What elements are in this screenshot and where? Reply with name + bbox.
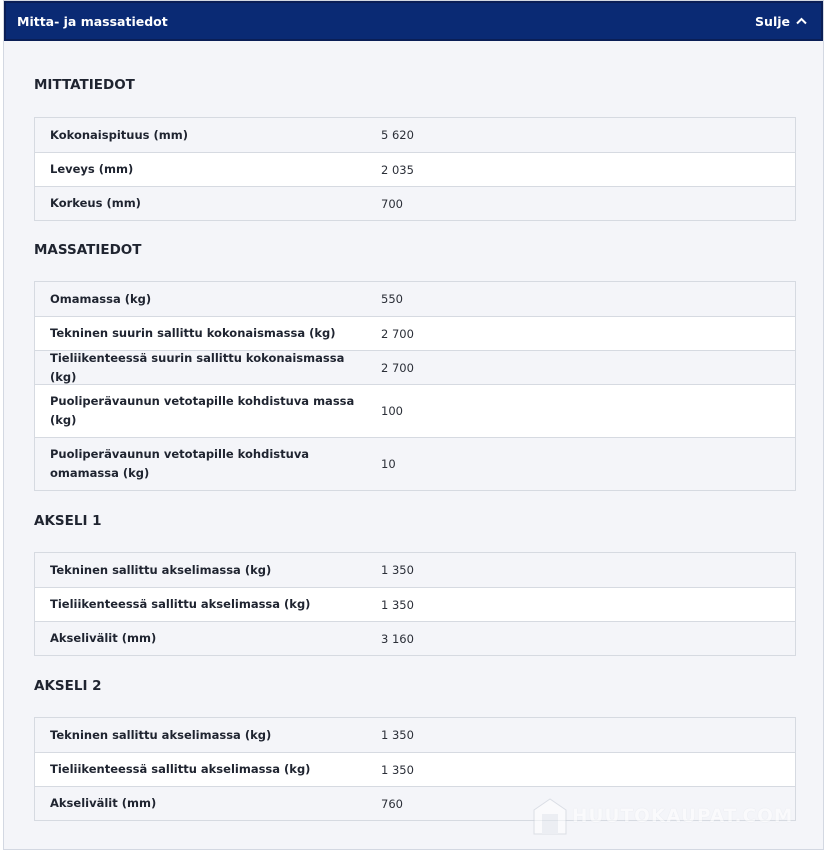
row-label: Tieliikenteessä sallittu akselimassa (kg) <box>50 597 311 611</box>
row-label: Tieliikenteessä sallittu akselimassa (kg) <box>50 762 311 776</box>
row-label: Kokonaispituus (mm) <box>50 127 188 142</box>
row-value: 1 350 <box>381 762 414 777</box>
row-label: Akselivälit (mm) <box>50 631 157 645</box>
watermark-logo <box>532 796 793 836</box>
row-label: Leveys (mm) <box>50 162 134 176</box>
watermark-text: HUUTOKAUPAT.COM <box>572 805 794 827</box>
row-value: 700 <box>381 196 403 211</box>
table-row <box>35 621 795 655</box>
table-row <box>35 384 795 437</box>
row-label: Puoliperävaunun vetotapille kohdistuva massa (kg) <box>50 394 355 427</box>
row-label: Tekninen sallittu akselimassa (kg) <box>50 727 272 742</box>
close-toggle-button[interactable] <box>755 14 807 29</box>
row-value: 100 <box>381 404 403 418</box>
row-label: Korkeus (mm) <box>50 196 141 210</box>
row-value: 3 160 <box>381 631 414 646</box>
table-row <box>35 152 795 186</box>
row-value: 5 620 <box>381 128 414 142</box>
row-value: 1 350 <box>381 597 414 612</box>
table-row <box>35 587 795 621</box>
section-title-akseli-2: AKSELI 2 <box>34 678 102 694</box>
section-title-massatiedot: MASSATIEDOT <box>34 242 142 258</box>
row-label: Tekninen suurin sallittu kokonaismassa (kg) <box>50 326 336 340</box>
table-row <box>35 718 795 752</box>
house-logo-icon <box>532 796 568 836</box>
table-row <box>35 186 795 220</box>
row-value: 1 350 <box>381 563 414 577</box>
row-value: 2 700 <box>381 360 414 375</box>
table-row <box>35 437 795 490</box>
table-row <box>35 350 795 384</box>
table-row <box>35 553 795 587</box>
row-value: 1 350 <box>381 728 414 742</box>
table-row <box>35 118 795 152</box>
panel-title: Mitta- ja massatiedot <box>17 13 168 29</box>
table-row <box>35 752 795 786</box>
row-value: 550 <box>381 292 403 306</box>
row-value: 760 <box>381 796 403 811</box>
close-toggle-label: Sulje <box>755 13 790 29</box>
row-label: Tekninen sallittu akselimassa (kg) <box>50 562 272 577</box>
table-row <box>35 282 795 316</box>
table-row <box>35 316 795 350</box>
table-massatiedot <box>34 281 796 491</box>
measurements-panel <box>3 0 824 850</box>
table-akseli-1 <box>34 552 796 656</box>
row-label: Akselivälit (mm) <box>50 796 157 810</box>
section-title-akseli-1: AKSELI 1 <box>34 513 102 529</box>
section-title-mittatiedot: MITTATIEDOT <box>34 77 135 93</box>
row-label: Puoliperävaunun vetotapille kohdistuva omamassa (kg) <box>50 447 310 480</box>
row-label: Tieliikenteessä suurin sallittu kokonaismassa (kg) <box>50 350 345 384</box>
row-value: 2 035 <box>381 162 414 177</box>
chevron-up-icon <box>796 17 807 25</box>
row-value: 10 <box>381 457 396 471</box>
row-label: Omamassa (kg) <box>50 291 152 306</box>
panel-header[interactable] <box>4 1 823 41</box>
row-value: 2 700 <box>381 326 414 341</box>
table-mittatiedot <box>34 117 796 221</box>
